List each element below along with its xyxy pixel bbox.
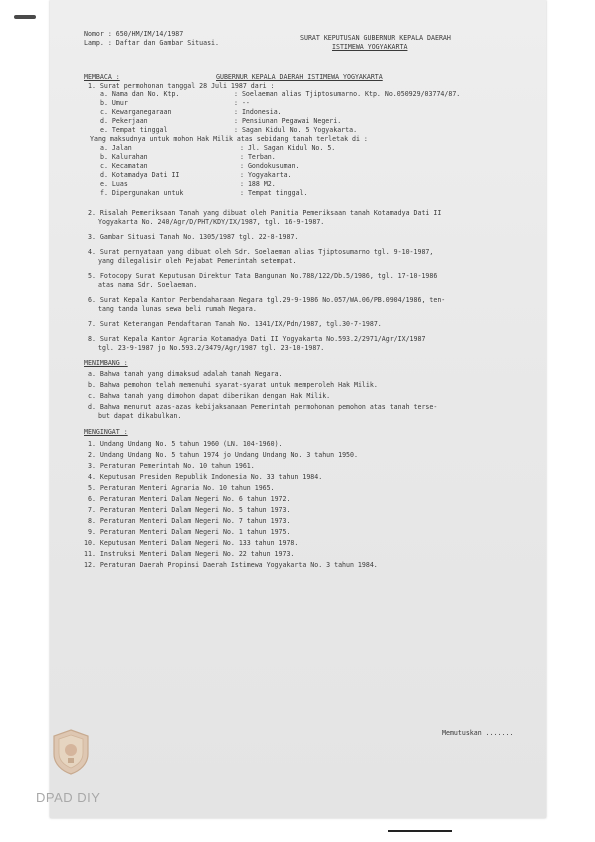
document-page bbox=[50, 0, 546, 818]
lampiran-line: Lamp. : Daftar dan Gambar Situasi. bbox=[84, 39, 219, 47]
letter-title-2: ISTIMEWA YOGYAKARTA bbox=[332, 43, 408, 51]
continuation-marker: Memutuskan ....... bbox=[442, 729, 514, 737]
menimbang-item: c. Bahwa tanah yang dimohon dapat diberikan dengan Hak Milik. bbox=[88, 392, 331, 400]
mengingat-item: 2. Undang Undang No. 5 tahun 1974 jo Undang Undang No. 3 tahun 1950. bbox=[88, 451, 358, 459]
membaca-item-1: 1. Surat permohonan tanggal 28 Juli 1987 dari : bbox=[88, 82, 275, 90]
land-value: : Jl. Sagan Kidul No. 5. bbox=[240, 144, 336, 152]
land-value: : Terban. bbox=[240, 153, 276, 161]
letter-title: SURAT KEPUTUSAN GUBERNUR KEPALA DAERAH bbox=[300, 34, 451, 42]
mengingat-item: 6. Peraturan Menteri Dalam Negeri No. 6 tahun 1972. bbox=[88, 495, 291, 503]
land-value: : Yogyakarta. bbox=[240, 171, 292, 179]
mengingat-item: 9. Peraturan Menteri Dalam Negeri No. 1 tahun 1975. bbox=[88, 528, 291, 536]
membaca-item: 8. Surat Kepala Kantor Agraria Kotamadya Dati II Yogyakarta No.593.2/2971/Agr/IX/1987 bbox=[88, 335, 426, 343]
applicant-label: a. Nama dan No. Ktp. bbox=[100, 90, 180, 98]
land-value: : Tempat tinggal. bbox=[240, 189, 308, 197]
mengingat-item: 10. Keputusan Menteri Dalam Negeri No. 133 tahun 1978. bbox=[84, 539, 299, 547]
membaca-item-cont: Yogyakarta No. 240/Agr/D/PHT/KDY/IX/1987, tgl. 16-9-1987. bbox=[98, 218, 325, 226]
mengingat-item: 1. Undang Undang No. 5 tahun 1960 (LN. 104-1960). bbox=[88, 440, 283, 448]
mengingat-item: 3. Peraturan Pemerintah No. 10 tahun 1961. bbox=[88, 462, 255, 470]
menimbang-item: b. Bahwa pemohon telah memenuhi syarat-syarat untuk memperoleh Hak Milik. bbox=[88, 381, 378, 389]
applicant-value: : Soelaeman alias Tjiptosumarno. Ktp. No.050929/03774/87. bbox=[234, 90, 461, 98]
mengingat-item: 8. Peraturan Menteri Dalam Negeri No. 7 tahun 1973. bbox=[88, 517, 291, 525]
mengingat-item: 11. Instruksi Menteri Dalam Negeri No. 22 tahun 1973. bbox=[84, 550, 295, 558]
governor-title: GUBERNUR KEPALA DAERAH ISTIMEWA YOGYAKARTA bbox=[216, 73, 383, 81]
scan-mark bbox=[14, 15, 36, 19]
land-label: a. Jalan bbox=[100, 144, 132, 152]
mengingat-heading: MENGINGAT : bbox=[84, 428, 128, 436]
applicant-label: b. Umur bbox=[100, 99, 128, 107]
menimbang-item-cont: but dapat dikabulkan. bbox=[98, 412, 182, 420]
land-value: : 188 M2. bbox=[240, 180, 276, 188]
seal-logo-icon bbox=[50, 728, 92, 776]
land-intro: Yang maksudnya untuk mohon Hak Milik atas sebidang tanah terletak di : bbox=[90, 135, 368, 143]
applicant-value: : Indonesia. bbox=[234, 108, 282, 116]
mengingat-item: 5. Peraturan Menteri Agraria No. 10 tahun 1965. bbox=[88, 484, 275, 492]
land-label: f. Dipergunakan untuk bbox=[100, 189, 184, 197]
mengingat-item: 12. Peraturan Daerah Propinsi Daerah Istimewa Yogyakarta No. 3 tahun 1984. bbox=[84, 561, 378, 569]
membaca-item: 7. Surat Keterangan Pendaftaran Tanah No. 1341/IX/Pdn/1987, tgl.30-7-1987. bbox=[88, 320, 382, 328]
membaca-item: 6. Surat Kepala Kantor Perbendaharaan Negara tgl.29-9-1986 No.057/WA.06/PB.0904/1986, ten- bbox=[88, 296, 446, 304]
applicant-value: : Sagan Kidul No. 5 Yogyakarta. bbox=[234, 126, 358, 134]
mengingat-item: 7. Peraturan Menteri Dalam Negeri No. 5 tahun 1973. bbox=[88, 506, 291, 514]
membaca-item: 4. Surat pernyataan yang dibuat oleh Sdr. Soelaeman alias Tjiptosumarno tgl. 9-10-1987, bbox=[88, 248, 434, 256]
land-label: c. Kecamatan bbox=[100, 162, 148, 170]
land-value: : Gondokusuman. bbox=[240, 162, 300, 170]
land-label: d. Kotamadya Dati II bbox=[100, 171, 180, 179]
membaca-item: 5. Fotocopy Surat Keputusan Direktur Tata Bangunan No.788/122/Db.5/1986, tgl. 17-10-1986 bbox=[88, 272, 438, 280]
land-label: b. Kalurahan bbox=[100, 153, 148, 161]
applicant-value: : -- bbox=[234, 99, 250, 107]
membaca-item-cont: tang tanda lunas sewa beli rumah Negara. bbox=[98, 305, 257, 313]
land-label: e. Luas bbox=[100, 180, 128, 188]
footer-rule bbox=[388, 830, 452, 832]
applicant-label: e. Tempat tinggal bbox=[100, 126, 168, 134]
membaca-item-cont: yang dilegalisir oleh Pejabat Pemerintah setempat. bbox=[98, 257, 297, 265]
nomor-line: Nomor : 650/HM/IM/14/1987 bbox=[84, 30, 184, 38]
mengingat-item: 4. Keputusan Presiden Republik Indonesia No. 33 tahun 1984. bbox=[88, 473, 323, 481]
menimbang-heading: MENIMBANG : bbox=[84, 359, 128, 367]
watermark: DPAD DIY bbox=[36, 790, 101, 805]
membaca-item-cont: atas nama Sdr. Soelaeman. bbox=[98, 281, 198, 289]
membaca-heading: MEMBACA : bbox=[84, 73, 120, 81]
applicant-label: c. Kewarganegaraan bbox=[100, 108, 172, 116]
applicant-label: d. Pekerjaan bbox=[100, 117, 148, 125]
menimbang-item: d. Bahwa menurut azas-azas kebijaksanaan Pemerintah permohonan pemohon atas tanah terse- bbox=[88, 403, 438, 411]
applicant-value: : Pensiunan Pegawai Negeri. bbox=[234, 117, 342, 125]
membaca-item-cont: tgl. 23-9-1987 jo No.593.2/3479/Agr/1987 tgl. 23-10-1987. bbox=[98, 344, 325, 352]
membaca-item: 3. Gambar Situasi Tanah No. 1305/1987 tgl. 22-8-1987. bbox=[88, 233, 299, 241]
membaca-item: 2. Risalah Pemeriksaan Tanah yang dibuat oleh Panitia Pemeriksaan tanah Kotamadya Dati II bbox=[88, 209, 442, 217]
menimbang-item: a. Bahwa tanah yang dimaksud adalah tanah Negara. bbox=[88, 370, 283, 378]
